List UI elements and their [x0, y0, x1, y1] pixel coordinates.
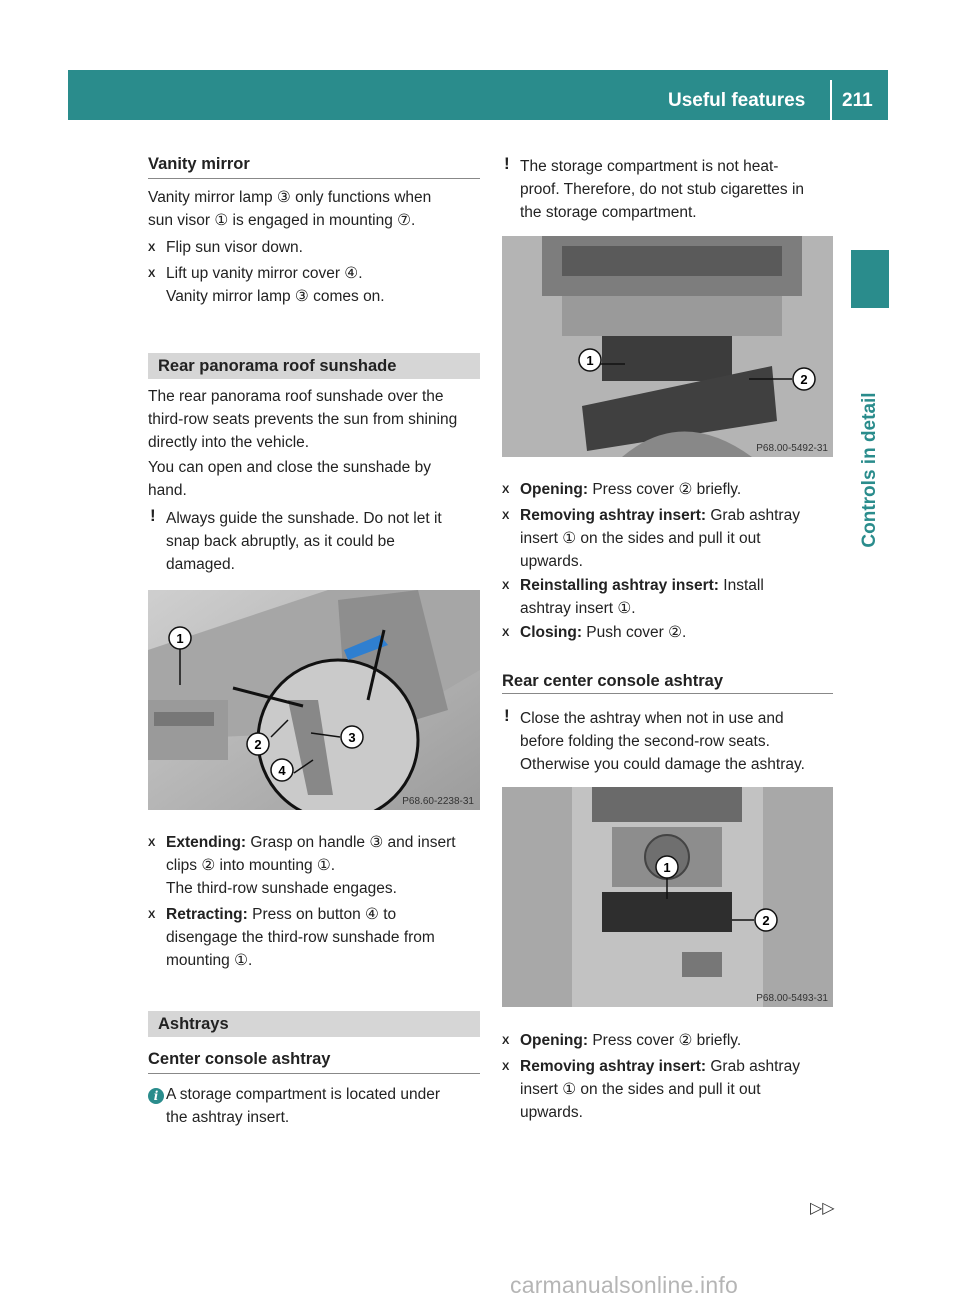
step-text: insert ① on the sides and pull it out — [520, 1081, 761, 1098]
step-text: clips ② into mounting ①. — [166, 857, 336, 874]
callout-1: 1 — [663, 860, 671, 875]
callout-4: 4 — [278, 763, 286, 778]
side-tab-label: Controls in detail — [859, 392, 880, 548]
step-text: Removing ashtray insert: Grab ashtray — [520, 507, 800, 524]
step-text: upwards. — [520, 553, 583, 570]
callout-3: 3 — [348, 730, 356, 745]
step-bullet: X — [502, 510, 510, 522]
heading-rear-ashtray: Rear center console ashtray — [502, 672, 724, 690]
warning-text: proof. Therefore, do not stub cigarettes in — [520, 181, 805, 198]
watermark: carmanualsonline.info — [510, 1272, 738, 1298]
warning-text: Otherwise you could damage the ashtray. — [520, 756, 805, 773]
body-line: hand. — [148, 482, 187, 499]
heading-ashtrays: Ashtrays — [158, 1015, 229, 1033]
step-bullet: X — [148, 268, 156, 280]
step-text: mounting ①. — [166, 952, 253, 969]
step-text: Opening: Press cover ② briefly. — [520, 481, 742, 498]
callout-1: 1 — [176, 631, 184, 646]
step-text: Lift up vanity mirror cover ④. — [166, 265, 363, 282]
step-bullet: X — [502, 484, 510, 496]
warning-text: before folding the second-row seats. — [520, 733, 770, 750]
vanity-text-line: Vanity mirror lamp ③ only functions when — [148, 189, 432, 206]
step-bullet: X — [148, 837, 156, 849]
warning-icon: ! — [150, 506, 156, 525]
body-line: directly into the vehicle. — [148, 434, 310, 451]
step-text: Reinstalling ashtray insert: Install — [520, 577, 764, 594]
continue-arrow-icon: ▷▷ — [810, 1200, 835, 1217]
callout-1: 1 — [586, 353, 594, 368]
heading-center-ashtray: Center console ashtray — [148, 1050, 331, 1068]
callout-2: 2 — [762, 913, 770, 928]
step-text: Closing: Push cover ②. — [520, 624, 687, 641]
warning-text: snap back abruptly, as it could be — [166, 533, 395, 550]
side-tab-marker — [851, 250, 889, 308]
step-bullet: X — [502, 1035, 510, 1047]
step-text: Vanity mirror lamp ③ comes on. — [166, 288, 385, 305]
callout-2: 2 — [800, 372, 808, 387]
step-text: Opening: Press cover ② briefly. — [520, 1032, 742, 1049]
warning-text: Always guide the sunshade. Do not let it — [166, 510, 442, 527]
heading-rule — [502, 693, 833, 694]
rear-console-ashtray-photo — [502, 787, 833, 1007]
body-line: The rear panorama roof sunshade over the — [148, 388, 444, 405]
step-text: Retracting: Press on button ④ to — [166, 906, 397, 923]
info-icon: i — [148, 1088, 164, 1104]
step-text: disengage the third-row sunshade from — [166, 929, 435, 946]
warning-text: the storage compartment. — [520, 204, 697, 221]
info-text: the ashtray insert. — [166, 1109, 290, 1126]
info-text: A storage compartment is located under — [166, 1086, 440, 1103]
vanity-text-line: sun visor ① is engaged in mounting ⑦. — [148, 212, 416, 229]
warning-icon: ! — [504, 706, 510, 725]
step-bullet: X — [148, 909, 156, 921]
warning-icon: ! — [504, 154, 510, 173]
warning-text: damaged. — [166, 556, 235, 573]
step-text: ashtray insert ①. — [520, 600, 636, 617]
image-code: P68.00-5493-31 — [756, 993, 828, 1004]
center-console-ashtray-photo — [502, 236, 833, 457]
step-text: Flip sun visor down. — [166, 239, 303, 256]
step-text: insert ① on the sides and pull it out — [520, 530, 761, 547]
step-bullet: X — [502, 580, 510, 592]
warning-text: The storage compartment is not heat- — [520, 158, 779, 175]
section-title: Useful features — [668, 90, 806, 111]
heading-rule — [148, 178, 480, 179]
image-code: P68.60-2238-31 — [402, 796, 474, 807]
heading-panorama-sunshade: Rear panorama roof sunshade — [158, 357, 397, 375]
step-bullet: X — [148, 242, 156, 254]
step-bullet: X — [502, 627, 510, 639]
warning-text: Close the ashtray when not in use and — [520, 710, 784, 727]
step-text: Extending: Grasp on handle ③ and insert — [166, 834, 456, 851]
step-text: Removing ashtray insert: Grab ashtray — [520, 1058, 800, 1075]
image-code: P68.00-5492-31 — [756, 443, 828, 454]
sunshade-illustration — [148, 590, 480, 810]
page-number: 211 — [842, 90, 873, 111]
body-line: You can open and close the sunshade by — [148, 459, 431, 476]
callout-2: 2 — [254, 737, 262, 752]
body-line: third-row seats prevents the sun from shining — [148, 411, 458, 428]
header-divider — [830, 80, 832, 120]
heading-rule — [148, 1073, 480, 1074]
step-text: upwards. — [520, 1104, 583, 1121]
step-bullet: X — [502, 1061, 510, 1073]
step-text: The third-row sunshade engages. — [166, 880, 397, 897]
heading-vanity-mirror: Vanity mirror — [148, 155, 250, 173]
